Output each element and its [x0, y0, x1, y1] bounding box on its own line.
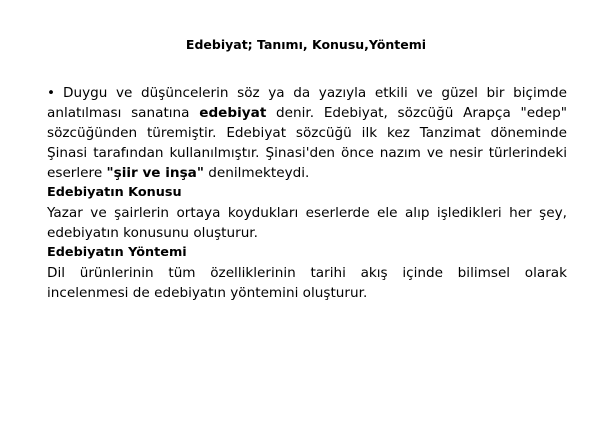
section-heading-yontemi: Edebiyatın Yöntemi	[47, 245, 187, 260]
intro-paragraph	[47, 83, 567, 183]
section-text-konusu: Yazar ve şairlerin ortaya koydukları eserlerde ele alıp işledikleri her şey, edebiyatın konusunu oluşturur.	[47, 205, 567, 241]
intro-bold-quote: "şiir ve inşa"	[106, 165, 204, 181]
section-text-yontemi: Dil ürünlerinin tüm özelliklerinin tarihi akış içinde bilimsel olarak incelenmesi de edebiyatın yöntemini oluşturur.	[47, 265, 567, 301]
page-title: Edebiyat; Tanımı, Konusu,Yöntemi	[185, 37, 427, 52]
intro-bold-term: edebiyat	[199, 105, 267, 121]
intro-text-1: Duygu ve düşüncelerin söz ya da yazıyla etkili ve güzel bir biçimde anlatılması sanatına	[47, 85, 567, 121]
document-body	[47, 83, 567, 303]
bullet-icon: •	[47, 85, 56, 101]
intro-text-2: denir. Edebiyat, sözcüğü Arapça "edep" sözcüğünden türemiştir. Edebiyat sözcüğü ilk kez Tanzimat döneminde Şinasi tarafından kullanılmıştır. Şinasi'den önce nazım ve nesir türlerindeki eserlere	[47, 105, 567, 181]
intro-text-3: denilmekteydi.	[203, 165, 310, 181]
section-heading-konusu: Edebiyatın Konusu	[47, 185, 182, 200]
